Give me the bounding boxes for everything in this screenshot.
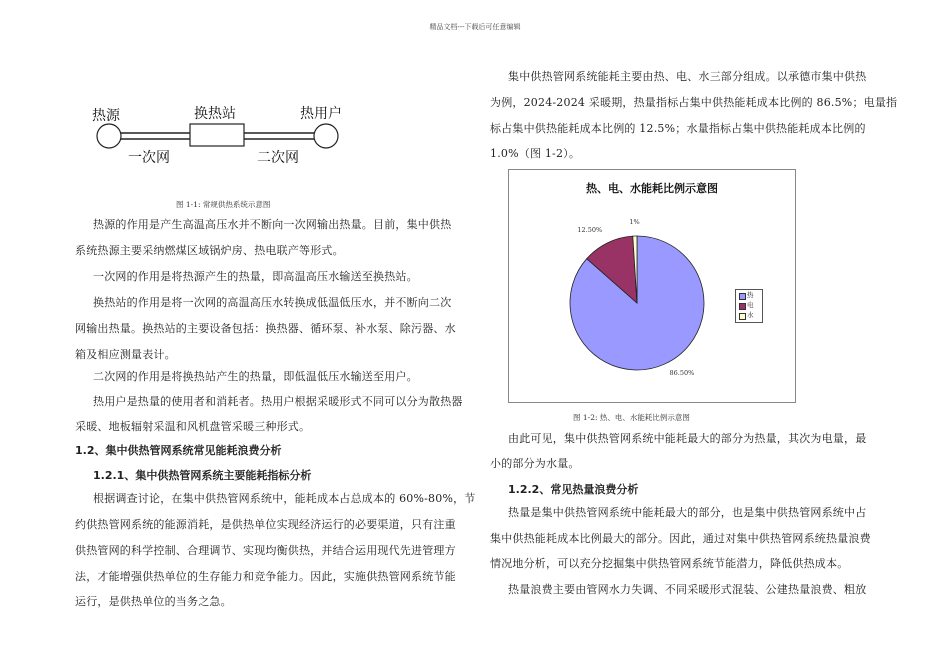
heat-user-node bbox=[314, 124, 338, 148]
right-p3-line1: 热量是集中供热管网系统中能耗最大的部分，也是集中供热管网系统中占 bbox=[508, 506, 867, 519]
right-p2-line1: 由此可见，集中供热管网系统中能耗最大的部分为热量，其次为电量，最 bbox=[508, 432, 867, 445]
figure-1-2-caption: 图 1-2: 热、电、水能耗比例示意图 bbox=[573, 413, 690, 422]
diagram-label-source: 热源 bbox=[92, 108, 120, 124]
legend-swatch-heat bbox=[739, 293, 746, 300]
left-p6-line2: 约供热管网系统的能源消耗，是供热单位实现经济运行的必要渠道，只有注重 bbox=[75, 518, 456, 531]
legend-label-electricity: 电 bbox=[747, 301, 754, 309]
chart-title: 热、电、水能耗比例示意图 bbox=[586, 182, 718, 195]
section-heading-1-2: 1.2、集中供热管网系统常见能耗浪费分析 bbox=[75, 444, 282, 457]
chart-legend bbox=[735, 289, 763, 323]
diagram-label-station: 换热站 bbox=[194, 106, 236, 122]
diagram-label-primary-net: 一次网 bbox=[128, 150, 170, 166]
left-p6-line5: 运行，是供热单位的当务之急。 bbox=[75, 595, 232, 608]
left-p6-line3: 供热管网的科学控制、合理调节、实现均衡供热，并结合运用现代先进管理方 bbox=[75, 544, 456, 557]
right-p1-line3: 标占集中供热能耗成本比例的 12.5%；水量指标占集中供热能耗成本比例的 bbox=[490, 122, 866, 135]
page-header: 精品文档---下载后可任意编辑 bbox=[429, 23, 521, 31]
left-p4: 二次网的作用是将换热站产生的热量，即低温低压水输送至用户。 bbox=[93, 370, 418, 383]
left-p3-line1: 换热站的作用是将一次网的高温高压水转换成低温低压水，并不断向二次 bbox=[93, 296, 452, 309]
legend-swatch-electricity bbox=[739, 303, 746, 310]
legend-swatch-water bbox=[739, 313, 746, 320]
pie-label-water: 1% bbox=[629, 218, 640, 226]
legend-label-water: 水 bbox=[747, 311, 754, 319]
right-p1-line1: 集中供热管网系统能耗主要由热、电、水三部分组成。以承德市集中供热 bbox=[508, 70, 867, 83]
right-p4: 热量浪费主要由管网水力失调、不同采暖形式混装、公建热量浪费、粗放 bbox=[508, 583, 867, 596]
pie-chart-svg bbox=[509, 170, 795, 402]
energy-ratio-chart bbox=[508, 169, 796, 403]
left-p5-line2: 采暖、地板辐射采温和风机盘管采暖三种形式。 bbox=[75, 420, 311, 433]
section-heading-1-2-2: 1.2.2、常见热量浪费分析 bbox=[508, 483, 639, 496]
legend-label-heat: 热 bbox=[747, 291, 754, 299]
left-p1-line2: 系统热源主要采纳燃煤区域锅炉房、热电联产等形式。 bbox=[75, 244, 344, 257]
left-p2: 一次网的作用是将热源产生的热量，即高温高压水输送至换热站。 bbox=[93, 270, 418, 283]
right-p3-line3: 情况地分析，可以充分挖掘集中供热管网系统节能潜力，降低供热成本。 bbox=[490, 557, 849, 570]
left-p3-line2: 网输出热量。换热站的主要设备包括：换热器、循环泵、补水泵、除污器、水 bbox=[75, 322, 456, 335]
left-p1-line1: 热源的作用是产生高温高压水并不断向一次网输出热量。目前，集中供热 bbox=[93, 218, 452, 231]
diagram-label-secondary-net: 二次网 bbox=[257, 150, 299, 166]
heat-exchange-station-box bbox=[190, 124, 244, 146]
heat-source-node bbox=[97, 124, 121, 148]
diagram-label-user: 热用户 bbox=[300, 106, 342, 122]
right-p1-line4: 1.0%（图 1-2）。 bbox=[490, 147, 581, 160]
left-p3-line3: 箱及相应测量表计。 bbox=[75, 348, 176, 361]
pie-label-electricity: 12.50% bbox=[577, 226, 603, 235]
right-p1-line2: 为例，2024-2024 采暖期，热量指标占集中供热能耗成本比例的 86.5%；电量指 bbox=[490, 96, 898, 109]
right-p2-line2: 小的部分为水量。 bbox=[490, 457, 580, 470]
right-p3-line2: 集中供热能耗成本比例最大的部分。因此，通过对集中供热管网系统热量浪费 bbox=[490, 532, 871, 545]
left-p6-line4: 法，才能增强供热单位的生存能力和竞争能力。因此，实施供热管网系统节能 bbox=[75, 570, 456, 583]
left-p5-line1: 热用户是热量的使用者和消耗者。热用户根据采暖形式不同可以分为散热器 bbox=[93, 395, 463, 408]
pie-label-heat: 86.50% bbox=[669, 369, 695, 377]
section-heading-1-2-1: 1.2.1、集中供热管网系统主要能耗指标分析 bbox=[93, 469, 312, 482]
figure-1-1-caption: 图 1-1: 常规供热系统示意图 bbox=[176, 200, 271, 209]
left-p6-line1: 根据调查讨论，在集中供热管网系统中，能耗成本占总成本的 60%-80%，节 bbox=[93, 492, 476, 505]
